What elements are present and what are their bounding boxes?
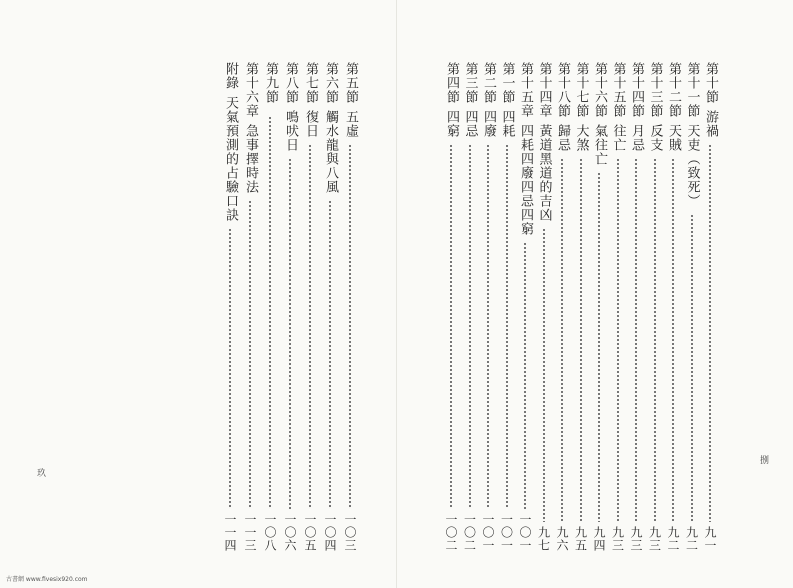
toc-entry-page-number: 一〇二 [444,513,458,552]
toc-entry-page-number: 九二 [684,526,699,552]
toc-entry-page-number: 一一三 [243,513,257,552]
toc-entry [497,62,517,552]
footer-watermark: 古書網 www.fivesix920.com [6,576,88,583]
toc-entry [220,62,240,552]
toc-entry [260,62,280,552]
toc-entry-label: 第六節 [323,62,338,104]
dot-leader [289,158,291,509]
toc-entry-page-number: 九三 [629,526,643,552]
toc-entry-label: 第七節 [303,62,318,104]
left-folio: 玖 [35,468,45,477]
dot-leader [524,242,526,509]
dot-leader [672,158,674,522]
toc-entry-label: 第二節 [481,62,496,104]
page-gutter [396,0,397,588]
toc-entry-label: 附錄 [223,62,238,90]
toc-entry-label: 第十八節 [555,62,570,118]
toc-entry-title: 往亡 [610,124,626,152]
dot-leader [249,200,251,509]
toc-entry-label: 第十五節 [610,62,626,118]
toc-entry-title: 月忌 [629,124,644,152]
toc-entry-page-number: 九二 [666,526,680,552]
toc-entry-title: 游禍 [703,110,718,138]
toc-entry-page-number: 一〇八 [263,513,277,552]
toc-entry [589,62,609,552]
toc-entry-title: 天吏（致死） [684,124,700,208]
toc-entry [478,62,498,552]
toc-entry-title: 五虛 [343,110,358,138]
toc-entry-title: 觸水龍與八風 [323,110,338,194]
toc-entry-page-number: 九一 [703,526,717,552]
toc-entry-label: 第十一節 [684,62,700,118]
toc-entry-title: 復日 [303,110,318,138]
dot-leader [598,172,600,522]
toc-entry [626,62,646,552]
toc-entry-title: 四耗四廢四忌四窮 [518,124,533,236]
dot-leader [506,144,508,509]
toc-entry-page-number: 九五 [573,526,588,552]
toc-entry-page-number: 一〇二 [462,513,477,552]
dot-leader [349,144,351,509]
toc-entry-title: 天賊 [666,124,681,152]
toc-entry-title: 反支 [647,124,663,152]
toc-entry-label: 第十六章 [243,62,258,118]
toc-entry [340,62,360,552]
toc-entry [280,62,300,552]
toc-entry-title: 鳴吠日 [283,110,298,152]
toc-entry-page-number: 九四 [592,526,606,552]
toc-entry [300,62,320,552]
toc-entry-title: 歸忌 [555,124,570,152]
toc-entry-page-number: 一〇一 [499,513,514,552]
toc-entry [700,62,720,552]
toc-entry-title: 四耗 [499,110,515,138]
dot-leader [635,158,637,522]
toc-entry-label: 第八節 [283,62,298,104]
dot-leader [269,116,271,509]
toc-entry-label: 第十二節 [666,62,681,118]
toc-entry-page-number: 一〇四 [323,513,337,552]
dot-leader [709,144,711,522]
toc-entry [534,62,554,552]
toc-entry [240,62,260,552]
dot-leader [309,144,311,509]
toc-entry-page-number: 一〇一 [481,513,495,552]
toc-entry [320,62,340,552]
toc-entry-title: 天氣預測的占驗口訣 [223,96,238,222]
toc-entry-label: 第十四節 [629,62,644,118]
toc-entry-page-number: 九三 [647,526,662,552]
toc-entry-page-number: 九七 [536,526,551,552]
toc-entry-title: 四窮 [444,110,459,138]
toc-entry [441,62,461,552]
toc-entry [552,62,572,552]
dot-leader [229,228,231,509]
toc-entry [682,62,702,552]
dot-leader [487,144,489,509]
toc-entry-label: 第十六節 [592,62,607,118]
toc-entry-page-number: 九六 [555,526,569,552]
toc-entry-label: 第十五章 [518,62,533,118]
toc-entry-label: 第十節 [703,62,718,104]
toc-entry-label: 第九節 [263,62,278,104]
dot-leader [580,158,582,522]
toc-entry-title: 氣往亡 [592,124,607,166]
toc-entry-label: 第五節 [343,62,358,104]
dot-leader [617,158,619,522]
toc-entry-label: 第三節 [462,62,478,104]
toc-entry-page-number: 一一四 [223,513,237,552]
toc-entry-label: 第十三節 [647,62,663,118]
toc-entry [663,62,683,552]
dot-leader [543,228,545,522]
dot-leader [469,144,471,509]
toc-entry-page-number: 一〇一 [518,513,532,552]
toc-entry-title: 黃道黑道的吉凶 [536,124,552,222]
dot-leader [691,214,693,522]
toc-entry-title: 四廢 [481,110,496,138]
toc-entry-title: 急事擇時法 [243,124,258,194]
toc-entry-title: 四忌 [462,110,478,138]
toc-entry [571,62,591,552]
toc-entry [608,62,628,552]
toc-entry [515,62,535,552]
toc-entry-page-number: 一〇五 [303,513,317,552]
dot-leader [329,200,331,509]
dot-leader [654,158,656,522]
toc-entry-page-number: 一〇六 [283,513,297,552]
toc-entry-label: 第一節 [499,62,515,104]
toc-entry-title: 大煞 [573,124,589,152]
toc-entry [645,62,665,552]
right-folio: 捌 [758,455,768,464]
toc-entry-label: 第十四章 [536,62,552,118]
toc-entry-page-number: 一〇三 [343,513,357,552]
toc-entry-label: 第四節 [444,62,459,104]
toc-entry-page-number: 九三 [610,526,625,552]
dot-leader [561,158,563,522]
dot-leader [450,144,452,509]
toc-entry [460,62,480,552]
toc-entry-label: 第十七節 [573,62,589,118]
